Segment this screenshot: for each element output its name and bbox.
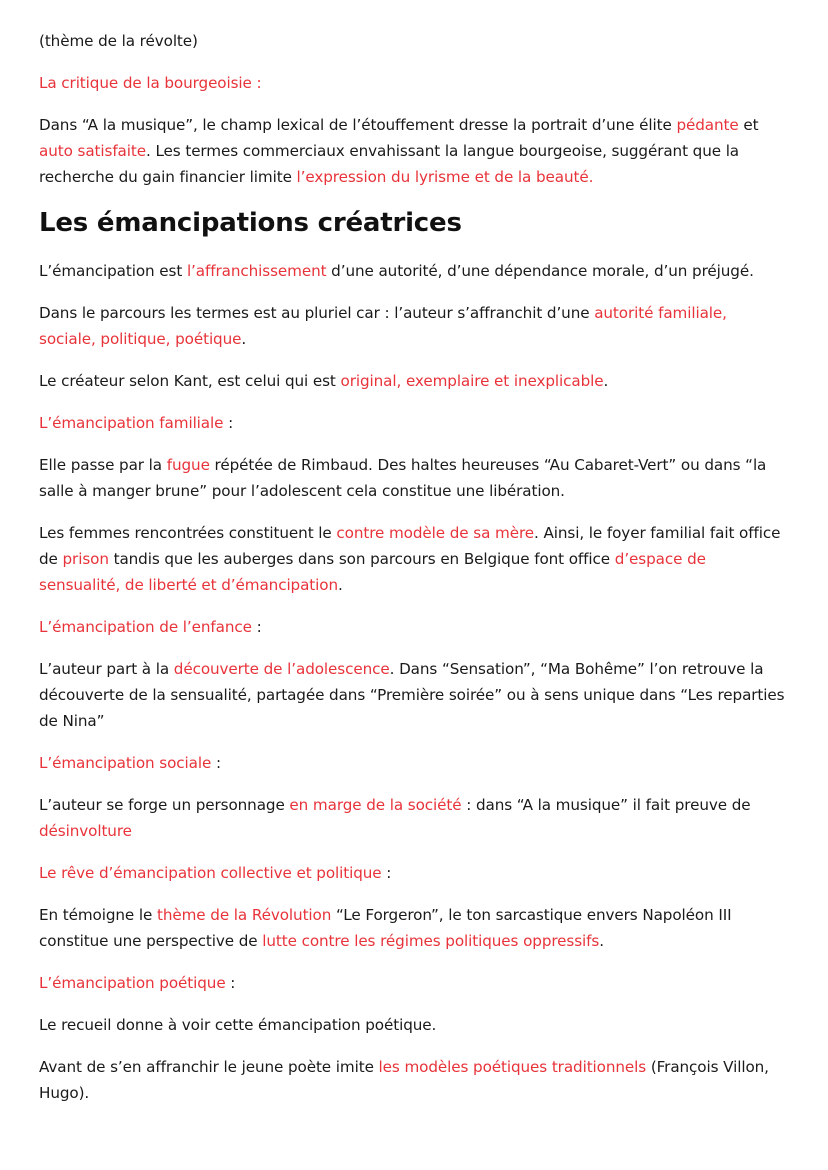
section-label-poetique: L’émancipation poétique : — [39, 974, 236, 992]
highlight: original, exemplaire et inexplicable — [340, 372, 604, 390]
highlight: prison — [62, 550, 109, 568]
highlight: d’espace de sensualité, de liberté et d’émancipation — [39, 550, 706, 594]
intro-line: (thème de la révolte) — [39, 32, 198, 50]
highlight: désinvolture — [39, 822, 132, 840]
highlight: pédante — [676, 116, 739, 134]
highlight: les modèles poétiques traditionnels — [378, 1058, 647, 1076]
paragraph-plural: Dans le parcours les termes est au pluriel car : l’auteur s’affranchit d’une autorité familiale, sociale, politique, poétique. — [39, 304, 727, 348]
paragraph-bourgeoisie: Dans “A la musique”, le champ lexical de l’étouffement dresse la portrait d’une élite pédante et auto satisfaite. Les termes commerciaux envahissant la langue bourgeoise, suggérant que la recherche du gain financier limite l’expression du lyrisme et de la beauté. — [39, 116, 759, 186]
section-heading: Les émancipations créatrices — [39, 208, 462, 238]
highlight: découverte de l’adolescence — [173, 660, 390, 678]
section-label-familiale: L’émancipation familiale : — [39, 414, 234, 432]
paragraph-familiale-2: Les femmes rencontrées constituent le contre modèle de sa mère. Ainsi, le foyer familial fait office de prison tandis que les auberges dans son parcours en Belgique font office d’espace de sensualité, de liberté et d’émancipation. — [39, 524, 781, 594]
paragraph-enfance: L’auteur part à la découverte de l’adolescence. Dans “Sensation”, “Ma Bohême” l’on retrouve la découverte de la sensualité, partagée dans “Première soirée” ou à sens unique dans “Les reparties de Nina” — [39, 660, 785, 730]
paragraph-familiale-1: Elle passe par la fugue répétée de Rimbaud. Des haltes heureuses “Au Cabaret-Vert” ou dans “la salle à manger brune” pour l’adolescent cela constitue une libération. — [39, 456, 767, 500]
highlight: l’affranchissement — [186, 262, 327, 280]
section-label-bourgeoisie: La critique de la bourgeoisie : — [39, 74, 262, 92]
highlight: contre modèle de sa mère — [336, 524, 534, 542]
paragraph-poetique-1: Le recueil donne à voir cette émancipation poétique. — [39, 1016, 437, 1034]
highlight: l’expression du lyrisme et de la beauté. — [296, 168, 594, 186]
paragraph-poetique-2: Avant de s’en affranchir le jeune poète imite les modèles poétiques traditionnels (François Villon, Hugo). — [39, 1058, 769, 1102]
highlight: thème de la Révolution — [156, 906, 332, 924]
paragraph-definition: L’émancipation est l’affranchissement d’une autorité, d’une dépendance morale, d’un préjugé. — [39, 262, 754, 280]
paragraph-kant: Le créateur selon Kant, est celui qui est original, exemplaire et inexplicable. — [39, 372, 609, 390]
highlight: en marge de la société — [289, 796, 462, 814]
section-label-sociale: L’émancipation sociale : — [39, 754, 221, 772]
highlight: autorité familiale, sociale, politique, poétique — [39, 304, 727, 348]
highlight: fugue — [166, 456, 210, 474]
section-label-enfance: L’émancipation de l’enfance : — [39, 618, 262, 636]
paragraph-politique: En témoigne le thème de la Révolution “Le Forgeron”, le ton sarcastique envers Napoléon III constitue une perspective de lutte contre les régimes politiques oppressifs. — [39, 906, 732, 950]
paragraph-sociale: L’auteur se forge un personnage en marge de la société : dans “A la musique” il fait preuve de désinvolture — [39, 796, 751, 840]
highlight: lutte contre les régimes politiques oppressifs — [262, 932, 600, 950]
highlight: auto satisfaite — [39, 142, 146, 160]
section-label-politique: Le rêve d’émancipation collective et politique : — [39, 864, 392, 882]
